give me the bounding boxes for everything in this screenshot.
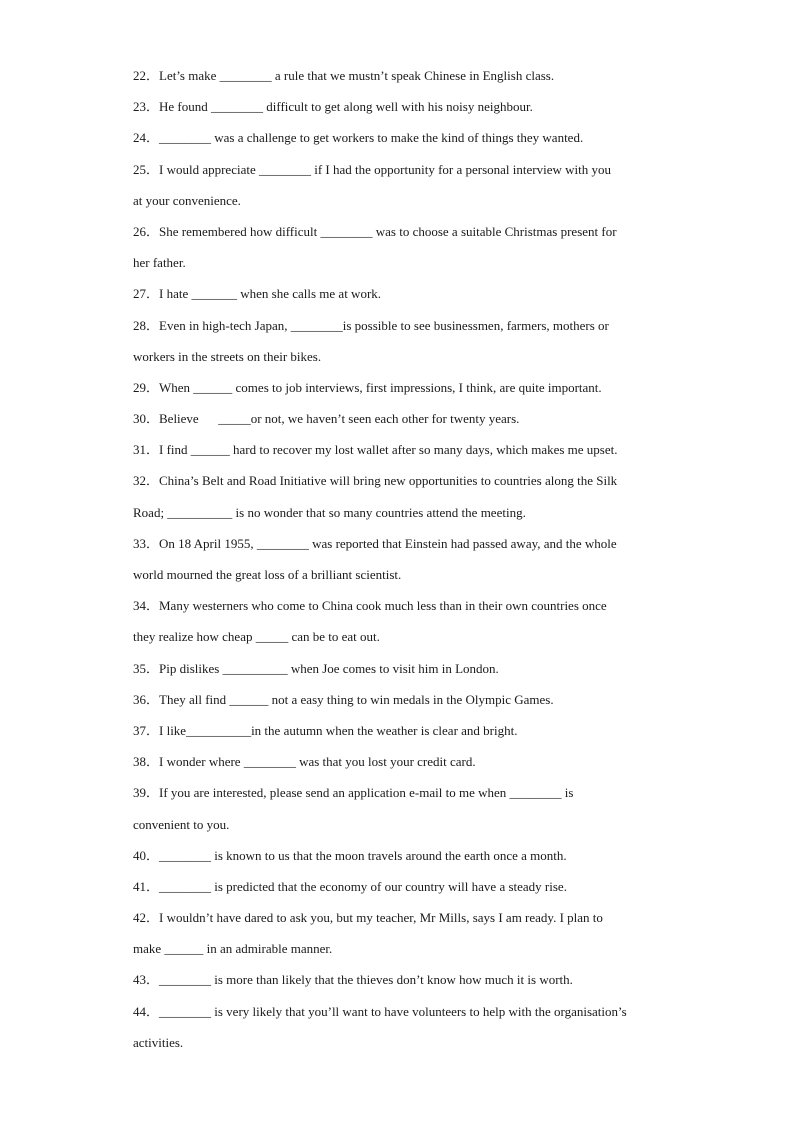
question-line: 22．Let’s make ________ a rule that we mustn’t speak Chinese in English class. <box>133 68 555 83</box>
question-line: 23．He found ________ difficult to get along well with his noisy neighbour. <box>133 99 533 115</box>
question-line: her father. <box>133 255 186 271</box>
question-43 <box>133 969 663 1000</box>
question-line: 32．China’s Belt and Road Initiative will bring new opportunities to countries along the Silk <box>133 473 618 489</box>
question-line: 33．On 18 April 1955, ________ was reported that Einstein had passed away, and the whole <box>133 535 617 551</box>
question-line: workers in the streets on their bikes. <box>133 348 322 364</box>
question-39 <box>133 782 663 844</box>
question-42 <box>133 907 663 969</box>
question-line: Road; __________ is no wonder that so many countries attend the meeting. <box>133 504 526 520</box>
question-line: 31．I find ______ hard to recover my lost wallet after so many days, which makes me upset. <box>133 442 618 458</box>
question-line: 34．Many westerners who come to China cook much less than in their own countries once <box>133 598 607 614</box>
question-line: make ______ in an admirable manner. <box>133 941 333 957</box>
question-line: 26．She remembered how difficult ________ was to choose a suitable Christmas present for <box>133 223 617 239</box>
question-28 <box>133 315 663 377</box>
question-line: 27．I hate _______ when she calls me at work. <box>133 286 382 302</box>
question-44 <box>133 1001 663 1063</box>
question-27 <box>133 283 663 314</box>
question-23 <box>133 96 663 127</box>
question-38 <box>133 751 663 782</box>
question-25 <box>133 159 663 221</box>
question-line: 35．Pip dislikes __________ when Joe comes to visit him in London. <box>133 660 499 676</box>
question-line: 29．When ______ comes to job interviews, first impressions, I think, are quite important. <box>133 379 602 395</box>
question-26 <box>133 221 663 283</box>
question-35 <box>133 658 663 689</box>
question-22 <box>133 65 663 96</box>
question-line: convenient to you. <box>133 816 230 832</box>
question-list <box>133 65 663 1063</box>
question-37 <box>133 720 663 751</box>
question-line: 25．I would appreciate ________ if I had the opportunity for a personal interview with you <box>133 161 611 177</box>
question-line: world mourned the great loss of a brilliant scientist. <box>133 567 402 582</box>
question-31 <box>133 439 663 470</box>
question-line: 39．If you are interested, please send an application e-mail to me when ________ is <box>133 785 574 801</box>
question-line: 44．________ is very likely that you’ll want to have volunteers to help with the organisation’s <box>133 1003 627 1019</box>
question-24 <box>133 127 663 158</box>
question-32 <box>133 470 663 532</box>
question-line: 38．I wonder where ________ was that you lost your credit card. <box>133 754 476 770</box>
question-line: 42．I wouldn’t have dared to ask you, but my teacher, Mr Mills, says I am ready. I plan to <box>133 910 603 926</box>
question-41 <box>133 876 663 907</box>
question-36 <box>133 689 663 720</box>
question-line: 37．I like__________in the autumn when the weather is clear and bright. <box>133 722 518 738</box>
question-line: activities. <box>133 1034 184 1050</box>
question-line: 24．________ was a challenge to get workers to make the kind of things they wanted. <box>133 130 584 146</box>
question-line: 40．________ is known to us that the moon travels around the earth once a month. <box>133 847 567 863</box>
question-line: 41．________ is predicted that the economy of our country will have a steady rise. <box>133 878 567 894</box>
question-34 <box>133 595 663 657</box>
question-line: 36．They all find ______ not a easy thing to win medals in the Olympic Games. <box>133 691 554 707</box>
question-30 <box>133 408 663 439</box>
question-line: 28．Even in high-tech Japan, ________is possible to see businessmen, farmers, mothers or <box>133 317 609 333</box>
question-33 <box>133 533 663 595</box>
question-29 <box>133 377 663 408</box>
question-line: 43．________ is more than likely that the thieves don’t know how much it is worth. <box>133 972 573 988</box>
question-40 <box>133 845 663 876</box>
question-line: 30．Believe _____or not, we haven’t seen each other for twenty years. <box>133 411 520 427</box>
question-line: at your convenience. <box>133 192 241 208</box>
question-line: they realize how cheap _____ can be to eat out. <box>133 629 380 645</box>
